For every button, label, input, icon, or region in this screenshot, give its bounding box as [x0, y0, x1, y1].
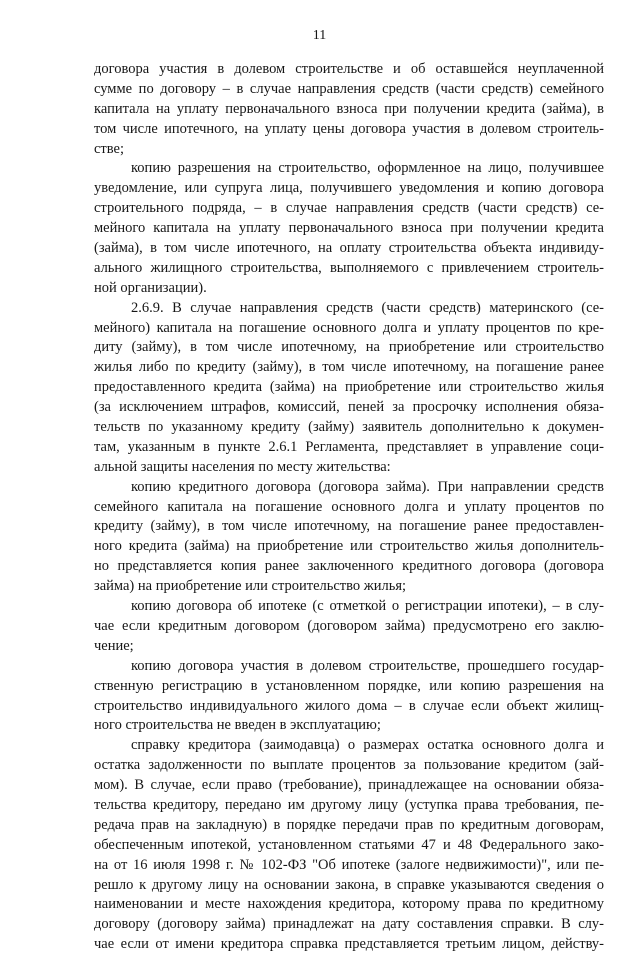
text-line: мейного капитала на уплату первоначального взноса при получении кредита [94, 220, 604, 237]
text-line: предоставленного кредита (займа) на приобретение или строительство жилья [94, 379, 604, 396]
text-line: жилья либо по кредиту (займу), в том числе ипотечному, на погашение ранее [94, 359, 604, 376]
text-line: том числе ипотечного, на уплату цены договора участия в долевом строитель- [94, 120, 604, 137]
text-line: копию разрешения на строительство, оформленное на лицо, получившее [131, 160, 604, 177]
text-line: тельства кредитору, передано им другому лицу (уступка права требования, пе- [94, 796, 604, 813]
text-line: ного строительства не введен в эксплуатацию; [94, 717, 381, 734]
text-line: уведомление, или супруга лица, получившего уведомления и копию договора [94, 180, 604, 197]
page-number: 11 [312, 28, 327, 43]
document-body [94, 60, 604, 955]
text-line: семейного капитала на погашение основного долга и уплату процентов по [94, 498, 604, 515]
text-line: ственную регистрацию в установленном порядке, или копию разрешения на [94, 677, 604, 694]
text-line: мейного) капитала на погашение основного долга и уплату процентов по кре- [94, 319, 604, 336]
text-line: 2.6.9. В случае направления средств (части средств) материнского (се- [131, 299, 604, 316]
text-line: мом). В случае, если право (требование), принадлежащее на основании обяза- [94, 777, 604, 794]
text-line: там, указанным в пункте 2.6.1 Регламента, представляет в управление соци- [94, 438, 604, 455]
text-line: строительного подряда, – в случае направления средств (части средств) се- [94, 200, 604, 217]
text-line: копию кредитного договора (договора займа). При направлении средств [131, 478, 604, 495]
text-line: тельств по указанному кредиту (займу) заявитель дополнительно к докумен- [94, 419, 604, 436]
text-line: диту (займу), в том числе ипотечному, на приобретение или строительство [94, 339, 604, 356]
text-line: чение; [94, 637, 134, 654]
text-line: наименовании и месте нахождения кредитора, которому права по кредитному [94, 896, 604, 913]
text-line: копию договора участия в долевом строительстве, прошедшего государ- [131, 657, 604, 674]
text-line: договора участия в долевом строительстве и об оставшейся неуплаченной [94, 61, 604, 77]
text-line: но представляется копия ранее заключенного кредитного договора (договора [94, 558, 604, 575]
text-line: альной защиты населения по месту жительства: [94, 458, 391, 475]
text-line: сумме по договору – в случае направления средств (части средств) семейного [94, 80, 604, 97]
text-line: обеспеченным ипотекой, установленном статьями 47 и 48 Федерального зако- [94, 836, 604, 853]
text-line: решло к другому лицу на основании закона, в справке указываются сведения о [94, 876, 604, 893]
text-line: займа) на приобретение или строительство жилья; [94, 578, 407, 595]
text-line: чае если кредитным договором (договором займа) предусмотрено его заклю- [94, 617, 604, 634]
text-line: (займа), в том числе ипотечного, на оплату строительства объекта индивиду- [94, 240, 604, 257]
text-line: стве; [94, 140, 124, 157]
text-line: договору (договору займа) принадлежат на дату составления справки. В слу- [94, 916, 604, 933]
text-line: ального жилищного строительства, выполняемого с привлечением строитель- [94, 259, 604, 276]
text-line: на от 16 июля 1998 г. № 102-ФЗ "Об ипотеке (залоге недвижимости)", или пе- [94, 856, 604, 873]
text-line: капитала на уплату первоначального взноса при получении кредита (займа), в [94, 100, 604, 117]
text-line: редача прав на закладную) в порядке передачи прав по кредитным договорам, [94, 816, 604, 833]
text-line: справку кредитора (заимодавца) о размерах остатка основного долга и [131, 737, 604, 754]
text-line: ной организации). [94, 279, 207, 296]
text-line: остатка задолженности по выплате процентов за пользование кредитом (зай- [94, 757, 604, 774]
text-line: кредиту (займу), в том числе ипотечному, на погашение ранее предоставлен- [94, 518, 604, 535]
text-line: строительство индивидуального жилого дома – в случае если объект жилищ- [94, 697, 604, 714]
text-line: ного кредита (займа) на приобретение или строительство жилья дополнитель- [94, 538, 604, 555]
text-line: (за исключением штрафов, комиссий, пеней за просрочку исполнения обяза- [94, 399, 604, 416]
text-line: копию договора об ипотеке (с отметкой о регистрации ипотеки), – в слу- [131, 598, 604, 615]
text-line: чае если от имени кредитора справка представляется третьим лицом, действу- [94, 936, 604, 953]
